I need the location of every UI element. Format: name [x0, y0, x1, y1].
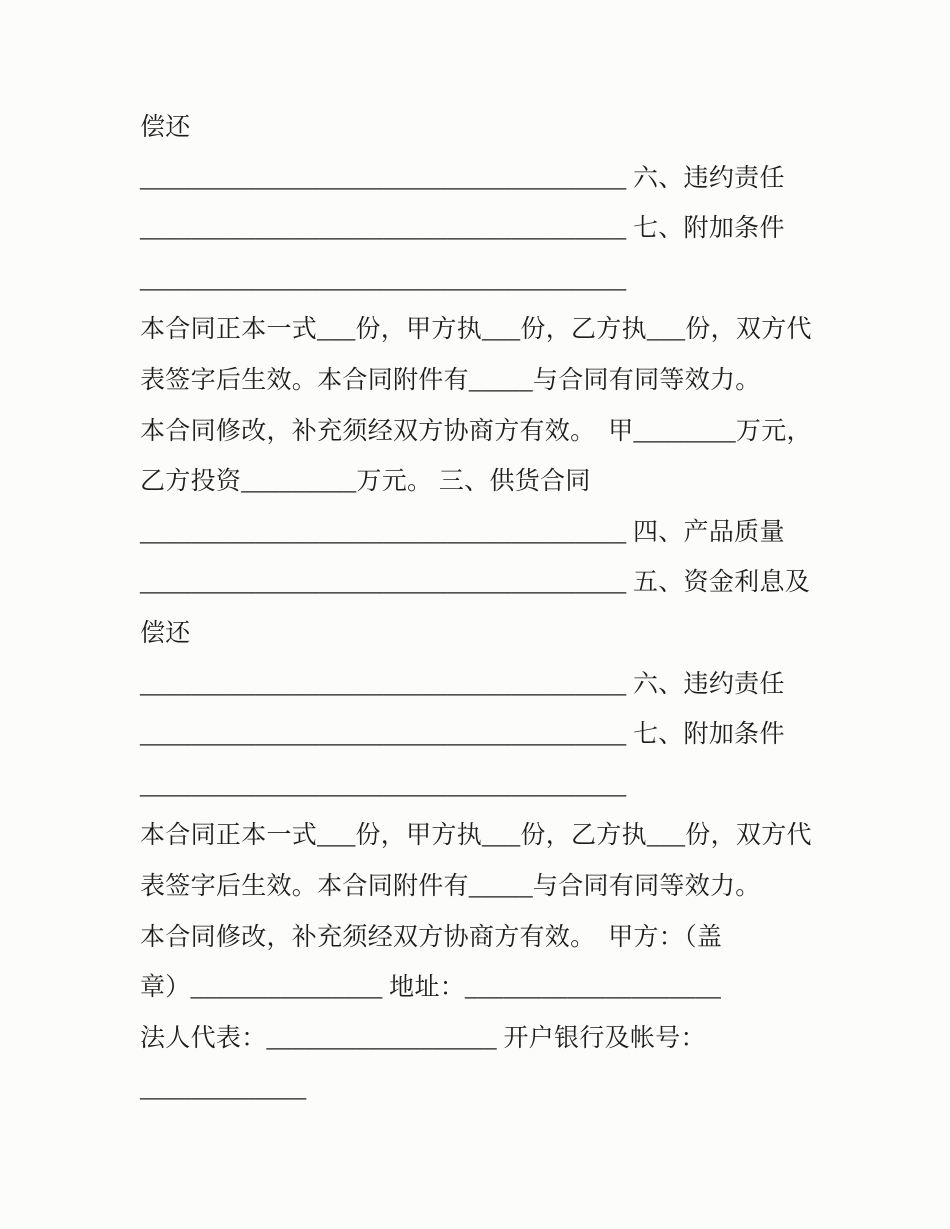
- doc-line: 章）_______________ 地址：____________________: [140, 974, 722, 1002]
- doc-line: 偿还: [140, 619, 191, 647]
- doc-line: 表签字后生效。本合同附件有_____与合同有同等效力。: [140, 366, 761, 394]
- doc-line: ______________________________________ 五、资金利息及: [140, 569, 811, 597]
- doc-line: 乙方投资_________万元。 三、供货合同: [140, 468, 591, 496]
- doc-line: _____________: [140, 1075, 307, 1103]
- contract-text-block: [140, 103, 840, 1115]
- doc-line: 偿还: [140, 114, 191, 141]
- doc-line: 本合同正本一式___份，甲方执___份，乙方执___份，双方代: [140, 316, 812, 344]
- doc-line: ______________________________________ 四、产品质量: [140, 518, 785, 546]
- doc-line: 法人代表：__________________ 开户银行及帐号：: [140, 1024, 706, 1052]
- doc-line: ______________________________________ 六、违约责任: [140, 670, 785, 698]
- doc-line: ______________________________________ 七、附加条件: [140, 721, 785, 749]
- doc-line: ______________________________________ 七、附加条件: [140, 215, 785, 243]
- doc-line: ______________________________________ 六、违约责任: [140, 164, 785, 192]
- doc-line: 表签字后生效。本合同附件有_____与合同有同等效力。: [140, 872, 761, 900]
- doc-line: 本合同修改，补充须经双方协商方有效。 甲方：（盖: [140, 923, 723, 951]
- doc-line: 本合同修改，补充须经双方协商方有效。 甲________万元，: [140, 417, 812, 445]
- doc-line: 本合同正本一式___份，甲方执___份，乙方执___份，双方代: [140, 822, 812, 850]
- doc-line: ______________________________________: [140, 265, 627, 293]
- doc-line: ______________________________________: [140, 771, 627, 799]
